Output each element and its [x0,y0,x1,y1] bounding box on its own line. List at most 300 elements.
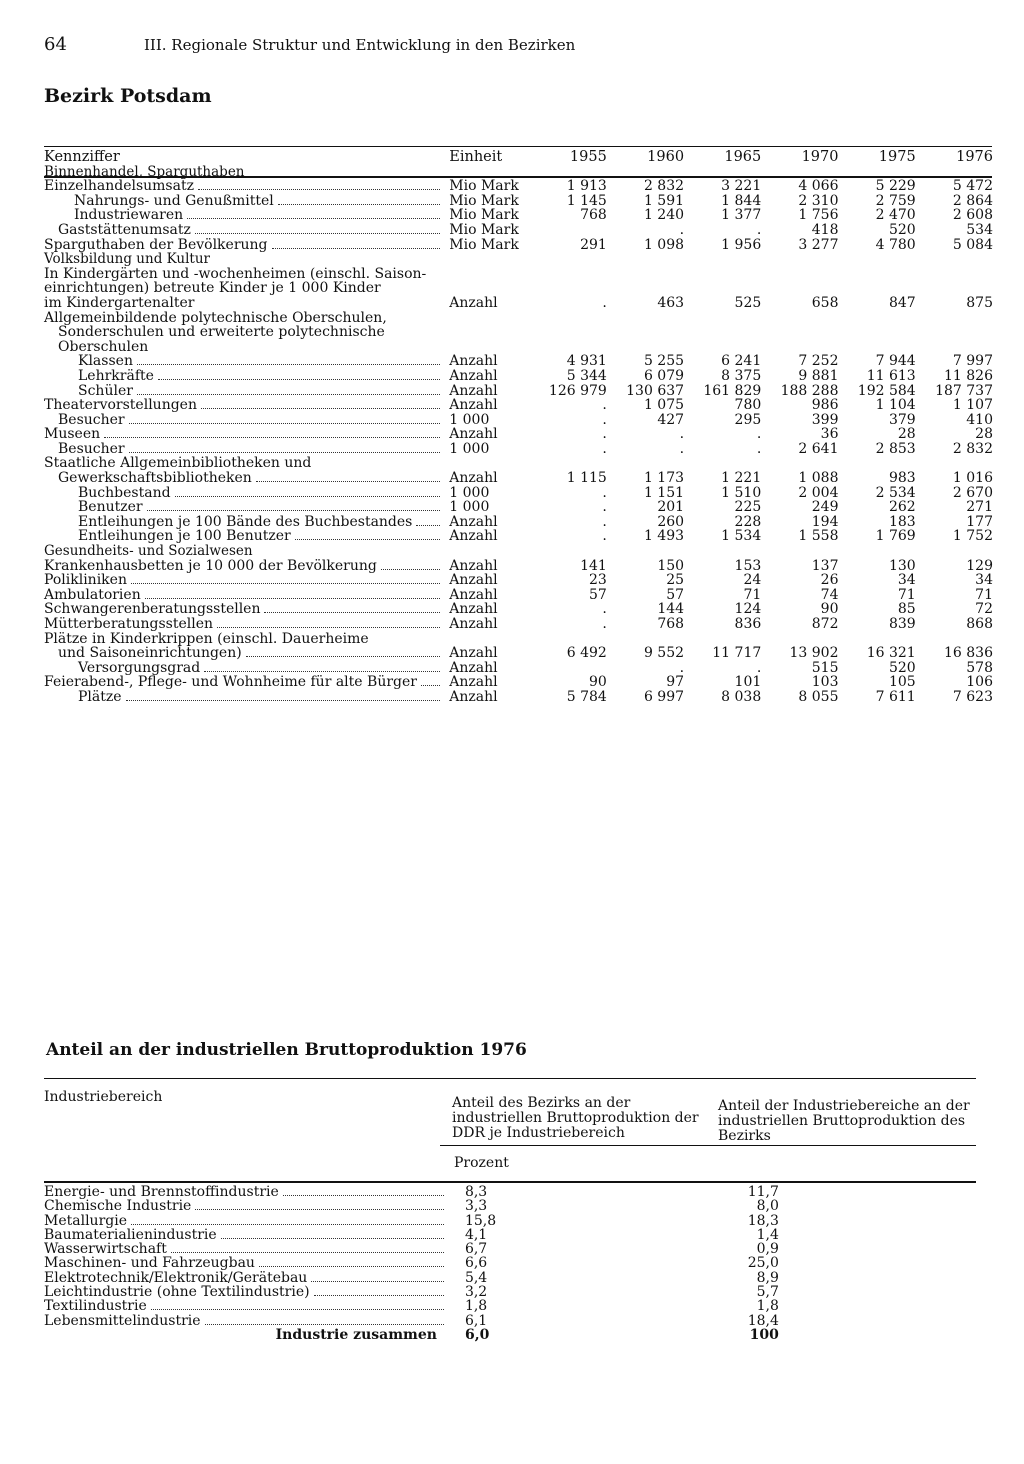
spacer-cell [779,1185,984,1199]
value-cell: . [602,528,607,545]
dot-leader [187,218,440,219]
spacer-cell [524,1242,719,1256]
row-label: Leichtindustrie (ohne Textilindustrie) [44,1284,310,1301]
table-row [44,369,996,384]
value-cell: 1 591 [643,192,685,209]
table-row [44,1199,984,1213]
row-label-cell [44,384,443,399]
value-cell: 2 534 [875,484,916,501]
value-cell: 74 [820,586,839,603]
row-label: Staatliche Allgemeinbibliotheken und [44,455,312,472]
dot-leader [131,1224,444,1225]
table-row [44,1214,984,1228]
unit-cell: Anzahl [449,645,498,662]
spacer-cell [779,1299,984,1313]
row-label: Wasserwirtschaft [44,1241,167,1258]
total-label: Industrie zusammen [275,1326,437,1343]
value-cell: 153 [734,557,762,574]
row-label-cell [44,1285,447,1299]
value-cell: 129 [966,557,993,574]
value-cell [533,311,610,326]
value-cell: 1 510 [721,484,762,501]
row-label: Entleihungen je 100 Benutzer [78,528,291,545]
row-label-cell [44,281,443,296]
table-row [44,1185,984,1199]
value-cell [687,340,764,355]
total-share-of-ddr: 6,0 [464,1326,490,1343]
value-cell: 192 584 [857,382,916,399]
dot-leader [195,1209,444,1210]
value-cell: . [679,221,685,238]
unit-cell [443,325,532,340]
row-label-cell [44,208,443,223]
value-cell: 1 173 [643,470,685,487]
value-cell: 1 913 [566,178,607,195]
value-cell [610,311,687,326]
table-row [44,1242,984,1256]
share-of-bezirk-cell: 25,0 [747,1255,779,1272]
unit-cell: 1 000 [449,440,490,457]
value-cell: 71 [897,586,916,603]
value-cell: . [602,294,607,311]
row-label-cell [44,179,443,194]
value-cell: 768 [580,207,607,224]
table-row [44,1285,984,1299]
value-cell: 3 221 [721,178,762,195]
unit-cell [443,281,532,296]
value-cell [919,311,996,326]
unit-cell: Anzahl [449,470,498,487]
value-cell: 72 [975,601,993,618]
row-label: Krankenhausbetten je 10 000 der Bevölkerung [44,557,377,574]
row-label: Museen [44,426,101,443]
dot-leader [256,481,440,482]
unit-cell: Anzahl [449,426,498,443]
row-label: Feierabend-, Pflege- und Wohnheime für alte Bürger [44,674,417,691]
spacer-cell [524,1228,719,1242]
spacer-cell [524,1299,719,1313]
row-label-cell [44,617,443,632]
value-cell [841,340,918,355]
section-heading: Binnenhandel, Sparguthaben [44,163,245,180]
share-of-ddr-cell: 15,8 [464,1212,497,1229]
value-cell: 525 [734,294,762,311]
table-row [44,617,996,632]
value-cell: 71 [975,586,993,603]
value-cell [610,340,687,355]
value-cell: 1 145 [566,192,607,209]
value-cell [841,632,918,647]
value-cell: 6 241 [721,353,762,370]
table2-header-rule [44,1181,976,1183]
value-cell: 126 979 [548,382,607,399]
row-label: Plätze in Kinderkrippen (einschl. Dauerheime [44,630,369,647]
table-row [44,325,996,340]
spacer-cell [779,1271,984,1285]
value-cell: . [756,426,762,443]
spacer-cell [779,1242,984,1256]
value-cell: 57 [666,586,685,603]
value-cell: 1 769 [875,528,916,545]
unit-cell [443,311,532,326]
value-cell: 71 [743,586,762,603]
row-label: Chemische Industrie [44,1198,192,1215]
value-cell: 418 [811,221,839,238]
value-cell: 103 [811,674,839,691]
value-cell: 2 608 [952,207,993,224]
unit-cell: Mio Mark [449,221,519,238]
row-label-cell [44,602,443,617]
dot-leader [175,496,441,497]
row-label-cell [44,223,443,238]
value-cell [919,281,996,296]
dot-leader [201,408,440,409]
unit-cell: Anzahl [449,674,498,691]
row-label-cell [44,529,443,544]
value-cell: 28 [975,426,993,443]
unit-cell: Anzahl [449,513,498,530]
value-cell [687,311,764,326]
value-cell: 839 [888,616,916,632]
spacer-cell [524,1328,719,1342]
value-cell [533,456,610,471]
value-cell [919,325,996,340]
row-label: Sparguthaben der Bevölkerung [44,236,268,253]
share-of-bezirk-cell: 8,0 [756,1198,779,1215]
row-label-cell [44,1185,447,1199]
unit-cell: Anzahl [449,528,498,545]
unit-cell [443,340,532,355]
value-cell: 7 611 [875,688,916,705]
value-cell: 271 [966,499,993,516]
value-cell: 16 321 [866,645,916,662]
value-cell: 137 [811,557,839,574]
value-cell: . [602,616,607,632]
value-cell: . [756,440,762,457]
table-row [44,588,996,603]
table-row [44,646,996,661]
value-cell [610,456,687,471]
dot-leader [259,1266,444,1267]
value-cell: 291 [580,236,607,253]
table-row [44,1271,984,1285]
value-cell: 1 240 [643,207,685,224]
dot-leader [381,569,440,570]
row-label: Energie- und Brennstoffindustrie [44,1184,279,1200]
value-cell: . [602,411,607,428]
row-label: Buchbestand [78,484,171,501]
value-cell: . [602,484,607,501]
value-cell: 25 [666,572,685,589]
value-cell: 36 [820,426,839,443]
value-cell: 28 [897,426,916,443]
value-cell: 90 [589,674,607,691]
table-row [44,500,996,515]
share-of-ddr-cell: 1,8 [464,1298,488,1315]
column-header: 1975 [878,149,916,165]
value-cell: 1 115 [566,470,607,487]
running-head: III. Regionale Struktur und Entwicklung in den Bezirken [144,36,576,54]
value-cell: 188 288 [780,382,839,399]
value-cell: 57 [589,586,607,603]
row-label-cell [44,500,443,515]
value-cell: 2 759 [875,192,916,209]
value-cell: 1 075 [643,397,685,414]
value-cell: 11 826 [944,367,993,384]
value-cell [687,632,764,647]
unit-cell: Anzahl [449,557,498,574]
unit-cell: Anzahl [449,353,498,370]
value-cell: 26 [820,572,839,589]
value-cell [533,281,610,296]
row-label: Textilindustrie [44,1298,147,1315]
table2-top-rule [44,1078,976,1079]
dot-leader [198,189,440,190]
value-cell: 4 931 [566,353,607,370]
value-cell: 8 038 [721,688,762,705]
row-label: Gewerkschaftsbibliotheken [58,470,252,487]
value-cell: 2 470 [875,207,916,224]
value-cell: 427 [657,411,685,428]
spacer-cell [524,1185,719,1199]
value-cell: 34 [897,572,916,589]
dot-leader [416,525,440,526]
table2-title: Anteil an der industriellen Bruttoproduktion 1976 [46,1040,527,1060]
row-label: Ambulatorien [44,586,141,603]
value-cell: 130 [888,557,916,574]
row-label-cell [44,238,443,253]
unit-cell: Mio Mark [449,178,519,195]
value-cell: 6 492 [566,645,607,662]
value-cell: 7 623 [952,688,993,705]
value-cell: . [602,513,607,530]
row-label-cell [44,398,443,413]
value-cell: . [602,499,607,516]
value-cell: 6 997 [643,688,685,705]
value-cell [764,311,841,326]
row-label-cell [44,427,443,442]
row-label-cell [44,325,443,340]
total-row [44,1328,984,1342]
spacer-cell [524,1199,719,1213]
dot-leader [314,1295,444,1296]
value-cell: 11 613 [866,367,916,384]
row-label-cell [44,1242,447,1256]
dot-leader [205,1324,444,1325]
row-label-cell [44,573,443,588]
value-cell [841,281,918,296]
table-top-rule [44,146,992,147]
row-label-cell [44,675,443,690]
dot-leader [129,423,441,424]
table-row [44,340,996,355]
value-cell: 5 255 [643,353,685,370]
row-label: im Kindergartenalter [44,294,195,311]
value-cell: 5 084 [952,236,993,253]
value-cell: . [756,221,762,238]
table2-col-a: Anteil des Bezirks an der industriellen Bruttoproduktion der DDR je Industriebereich [452,1095,699,1141]
dot-leader [421,685,440,686]
share-of-ddr-cell: 3,3 [464,1198,488,1215]
table-row [44,1314,984,1328]
value-cell: 16 836 [944,645,993,662]
value-cell: 2 004 [798,484,839,501]
row-label: Allgemeinbildende polytechnische Oberschulen, [44,309,387,326]
unit-cell: Mio Mark [449,236,519,253]
row-label: Metallurgie [44,1212,127,1229]
value-cell: . [602,397,607,414]
value-cell: 5 229 [875,178,916,195]
value-cell [919,632,996,647]
value-cell: 578 [966,659,993,676]
row-label: Schüler [78,382,133,399]
value-cell: . [756,659,762,676]
dot-leader [129,452,441,453]
value-cell [533,340,610,355]
row-label-cell [44,369,443,384]
table-row [44,427,996,442]
share-of-ddr-cell: 6,1 [464,1312,488,1329]
table-row [44,559,996,574]
table-row [44,690,996,705]
value-cell: 2 832 [952,440,993,457]
value-cell [687,456,764,471]
value-cell: 2 832 [643,178,685,195]
value-cell [841,311,918,326]
value-cell: 23 [589,572,607,589]
unit-cell: Anzahl [449,382,498,399]
row-label: In Kindergärten und -wochenheimen (einschl. Saison- [44,265,427,282]
value-cell [687,325,764,340]
row-label-cell [44,515,443,530]
value-cell: 90 [820,601,839,618]
value-cell [764,281,841,296]
row-label: einrichtungen) betreute Kinder je 1 000 Kinder [44,280,381,297]
row-label-cell [44,486,443,501]
value-cell: 97 [666,674,685,691]
row-label-cell [44,588,443,603]
value-cell: 780 [734,397,762,414]
row-label-cell [44,690,443,705]
row-label-cell [44,456,443,471]
row-label-cell [44,1199,447,1213]
unit-cell: 1 000 [449,411,490,428]
value-cell: 5 344 [566,367,607,384]
share-of-bezirk-cell: 5,7 [756,1284,779,1301]
spacer-cell [524,1314,719,1328]
row-label: Lehrkräfte [78,367,154,384]
value-cell: . [602,601,607,618]
table-row [44,194,996,209]
row-label-cell [44,340,443,355]
share-of-ddr-cell: 5,4 [464,1269,488,1286]
value-cell: 2 670 [952,484,993,501]
row-label: Nahrungs- und Genußmittel [74,192,274,209]
unit-cell: 1 000 [449,499,490,516]
row-label: Benutzer [78,499,143,516]
row-label-cell [44,1271,447,1285]
table-row [44,515,996,530]
row-label: Industriewaren [74,207,184,224]
row-label-cell [44,661,443,676]
spacer-cell [524,1271,719,1285]
value-cell: 1 377 [721,207,762,224]
table-row [44,632,996,647]
value-cell: 8 375 [721,367,762,384]
dot-leader [147,510,441,511]
value-cell: 3 277 [798,236,839,253]
value-cell [533,661,610,676]
value-cell: 6 079 [643,367,685,384]
value-cell: 868 [966,616,993,632]
value-cell: . [679,440,685,457]
dot-leader [278,204,441,205]
share-of-ddr-cell: 6,7 [464,1241,488,1258]
row-label: Maschinen- und Fahrzeugbau [44,1255,255,1272]
value-cell [533,325,610,340]
value-cell: 260 [657,513,685,530]
value-cell: 130 637 [626,382,685,399]
value-cell: 187 737 [935,382,993,399]
unit-cell: Anzahl [449,659,498,676]
value-cell: 24 [743,572,762,589]
value-cell [610,632,687,647]
dot-leader [264,612,440,613]
row-label: Theatervorstellungen [44,397,197,414]
row-label-cell [44,267,443,282]
value-cell [533,632,610,647]
dot-leader [151,1309,444,1310]
unit-cell [443,632,532,647]
value-cell: 150 [657,557,685,574]
value-cell: 1 558 [798,528,839,545]
share-of-bezirk-cell: 18,4 [747,1312,779,1329]
value-cell: 141 [580,557,607,574]
value-cell [919,456,996,471]
section-row [44,252,996,267]
column-header: Kennziffer [44,149,120,165]
share-of-bezirk-cell: 8,9 [756,1269,779,1286]
value-cell: 1 534 [721,528,762,545]
share-of-bezirk-cell: 18,3 [747,1212,779,1229]
unit-cell: Mio Mark [449,207,519,224]
table-row [44,573,996,588]
column-header: Einheit [449,149,503,165]
row-label: Mütterberatungsstellen [44,616,214,632]
value-cell: 2 310 [798,192,839,209]
row-label: Klassen [78,353,133,370]
value-cell: 11 717 [712,645,762,662]
value-cell: . [602,426,607,443]
table-row [44,471,996,486]
value-cell: 986 [811,397,839,414]
value-cell: 2 864 [952,192,993,209]
table-row [44,456,996,471]
value-cell: 7 944 [875,353,916,370]
value-cell: 534 [966,221,993,238]
table-row [44,223,996,238]
dot-leader [283,1195,444,1196]
row-label-cell [44,1228,447,1242]
value-cell: 1 844 [721,192,762,209]
table-row [44,296,996,311]
row-label-cell [44,559,443,574]
value-cell: 836 [734,616,762,632]
row-label-cell [44,1314,447,1328]
share-of-bezirk-cell: 1,4 [756,1226,779,1243]
row-label-cell [44,471,443,486]
table-row [44,384,996,399]
